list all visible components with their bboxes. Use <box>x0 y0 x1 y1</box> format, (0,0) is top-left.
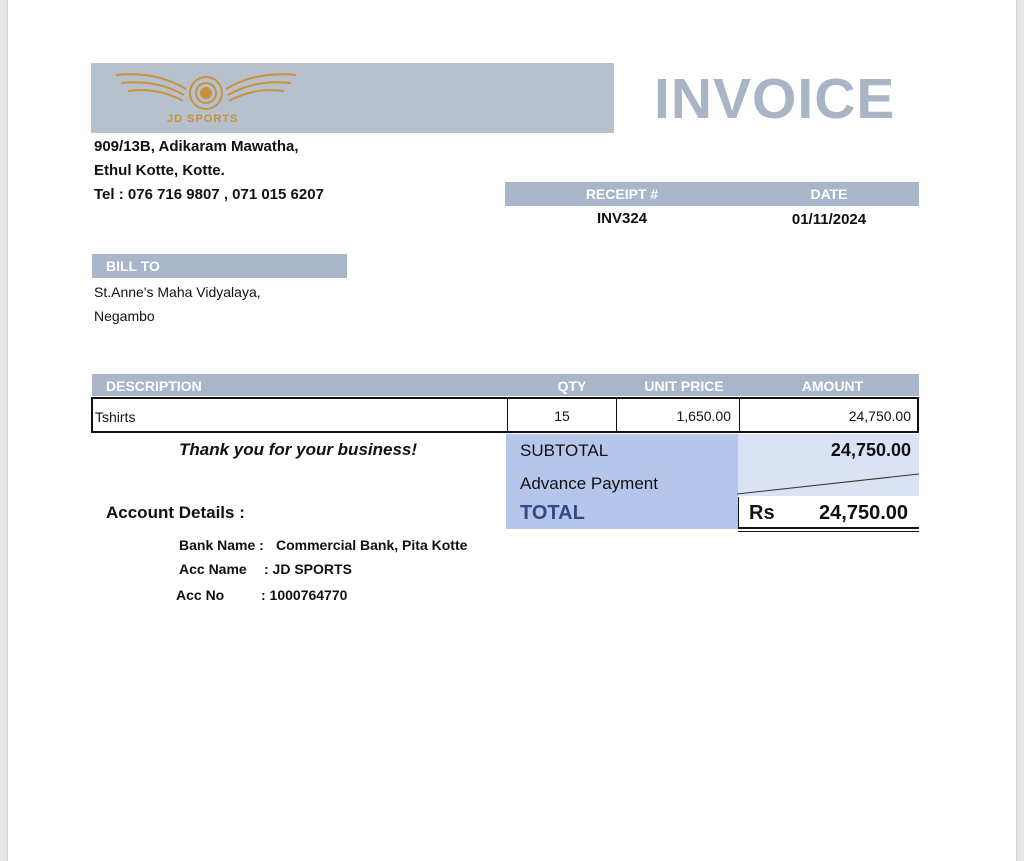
receipt-number: INV324 <box>596 210 648 227</box>
invoice-title: INVOICE <box>654 67 896 131</box>
bank-name-label: Bank Name : <box>179 537 264 553</box>
invoice-page <box>8 0 1016 861</box>
advance-payment-strike <box>735 466 921 496</box>
col-amount: AMOUNT <box>801 378 864 394</box>
col-unit-price: UNIT PRICE <box>644 378 724 394</box>
logo-banner <box>91 63 614 133</box>
acc-name-label: Acc Name <box>179 561 247 577</box>
subtotal-label: SUBTOTAL <box>520 441 609 460</box>
bill-to-line1: St.Anne's Maha Vidyalaya, <box>94 284 261 300</box>
thank-you-note: Thank you for your business! <box>179 440 418 459</box>
items-table-header <box>92 374 919 396</box>
item-unit-price: 1,650.00 <box>676 408 731 424</box>
company-tel: Tel : 076 716 9807 , 071 015 6207 <box>94 186 324 203</box>
total-underline <box>738 527 919 529</box>
account-details-title: Account Details : <box>106 503 245 522</box>
acc-no-value: : 1000764770 <box>261 587 348 603</box>
company-address-line2: Ethul Kotte, Kotte. <box>94 162 225 179</box>
total-double-underline <box>738 531 919 532</box>
receipt-label: RECEIPT # <box>585 186 659 202</box>
company-address-line1: 909/13B, Adikaram Mawatha, <box>94 138 299 155</box>
total-value: 24,750.00 <box>819 502 908 524</box>
bill-to-line2: Negambo <box>94 308 155 324</box>
bill-to-header: BILL TO <box>92 254 347 278</box>
item-description: Tshirts <box>95 409 136 425</box>
subtotal-value: 24,750.00 <box>830 440 911 460</box>
item-amount: 24,750.00 <box>848 408 911 424</box>
logo-text: JD SPORTS <box>167 113 239 125</box>
invoice-date: 01/11/2024 <box>791 211 867 228</box>
col-description: DESCRIPTION <box>106 378 202 394</box>
acc-name-value: : JD SPORTS <box>264 561 352 577</box>
total-label: TOTAL <box>520 502 585 524</box>
advance-payment-label: Advance Payment <box>520 474 658 493</box>
item-qty: 15 <box>554 408 570 424</box>
bank-name-value: Commercial Bank, Pita Kotte <box>276 537 468 553</box>
acc-no-label: Acc No <box>176 587 225 603</box>
table-row <box>91 397 919 433</box>
date-label: DATE <box>810 186 848 202</box>
col-qty: QTY <box>557 378 587 394</box>
receipt-date-header <box>505 182 919 206</box>
currency-label: Rs <box>749 502 775 524</box>
